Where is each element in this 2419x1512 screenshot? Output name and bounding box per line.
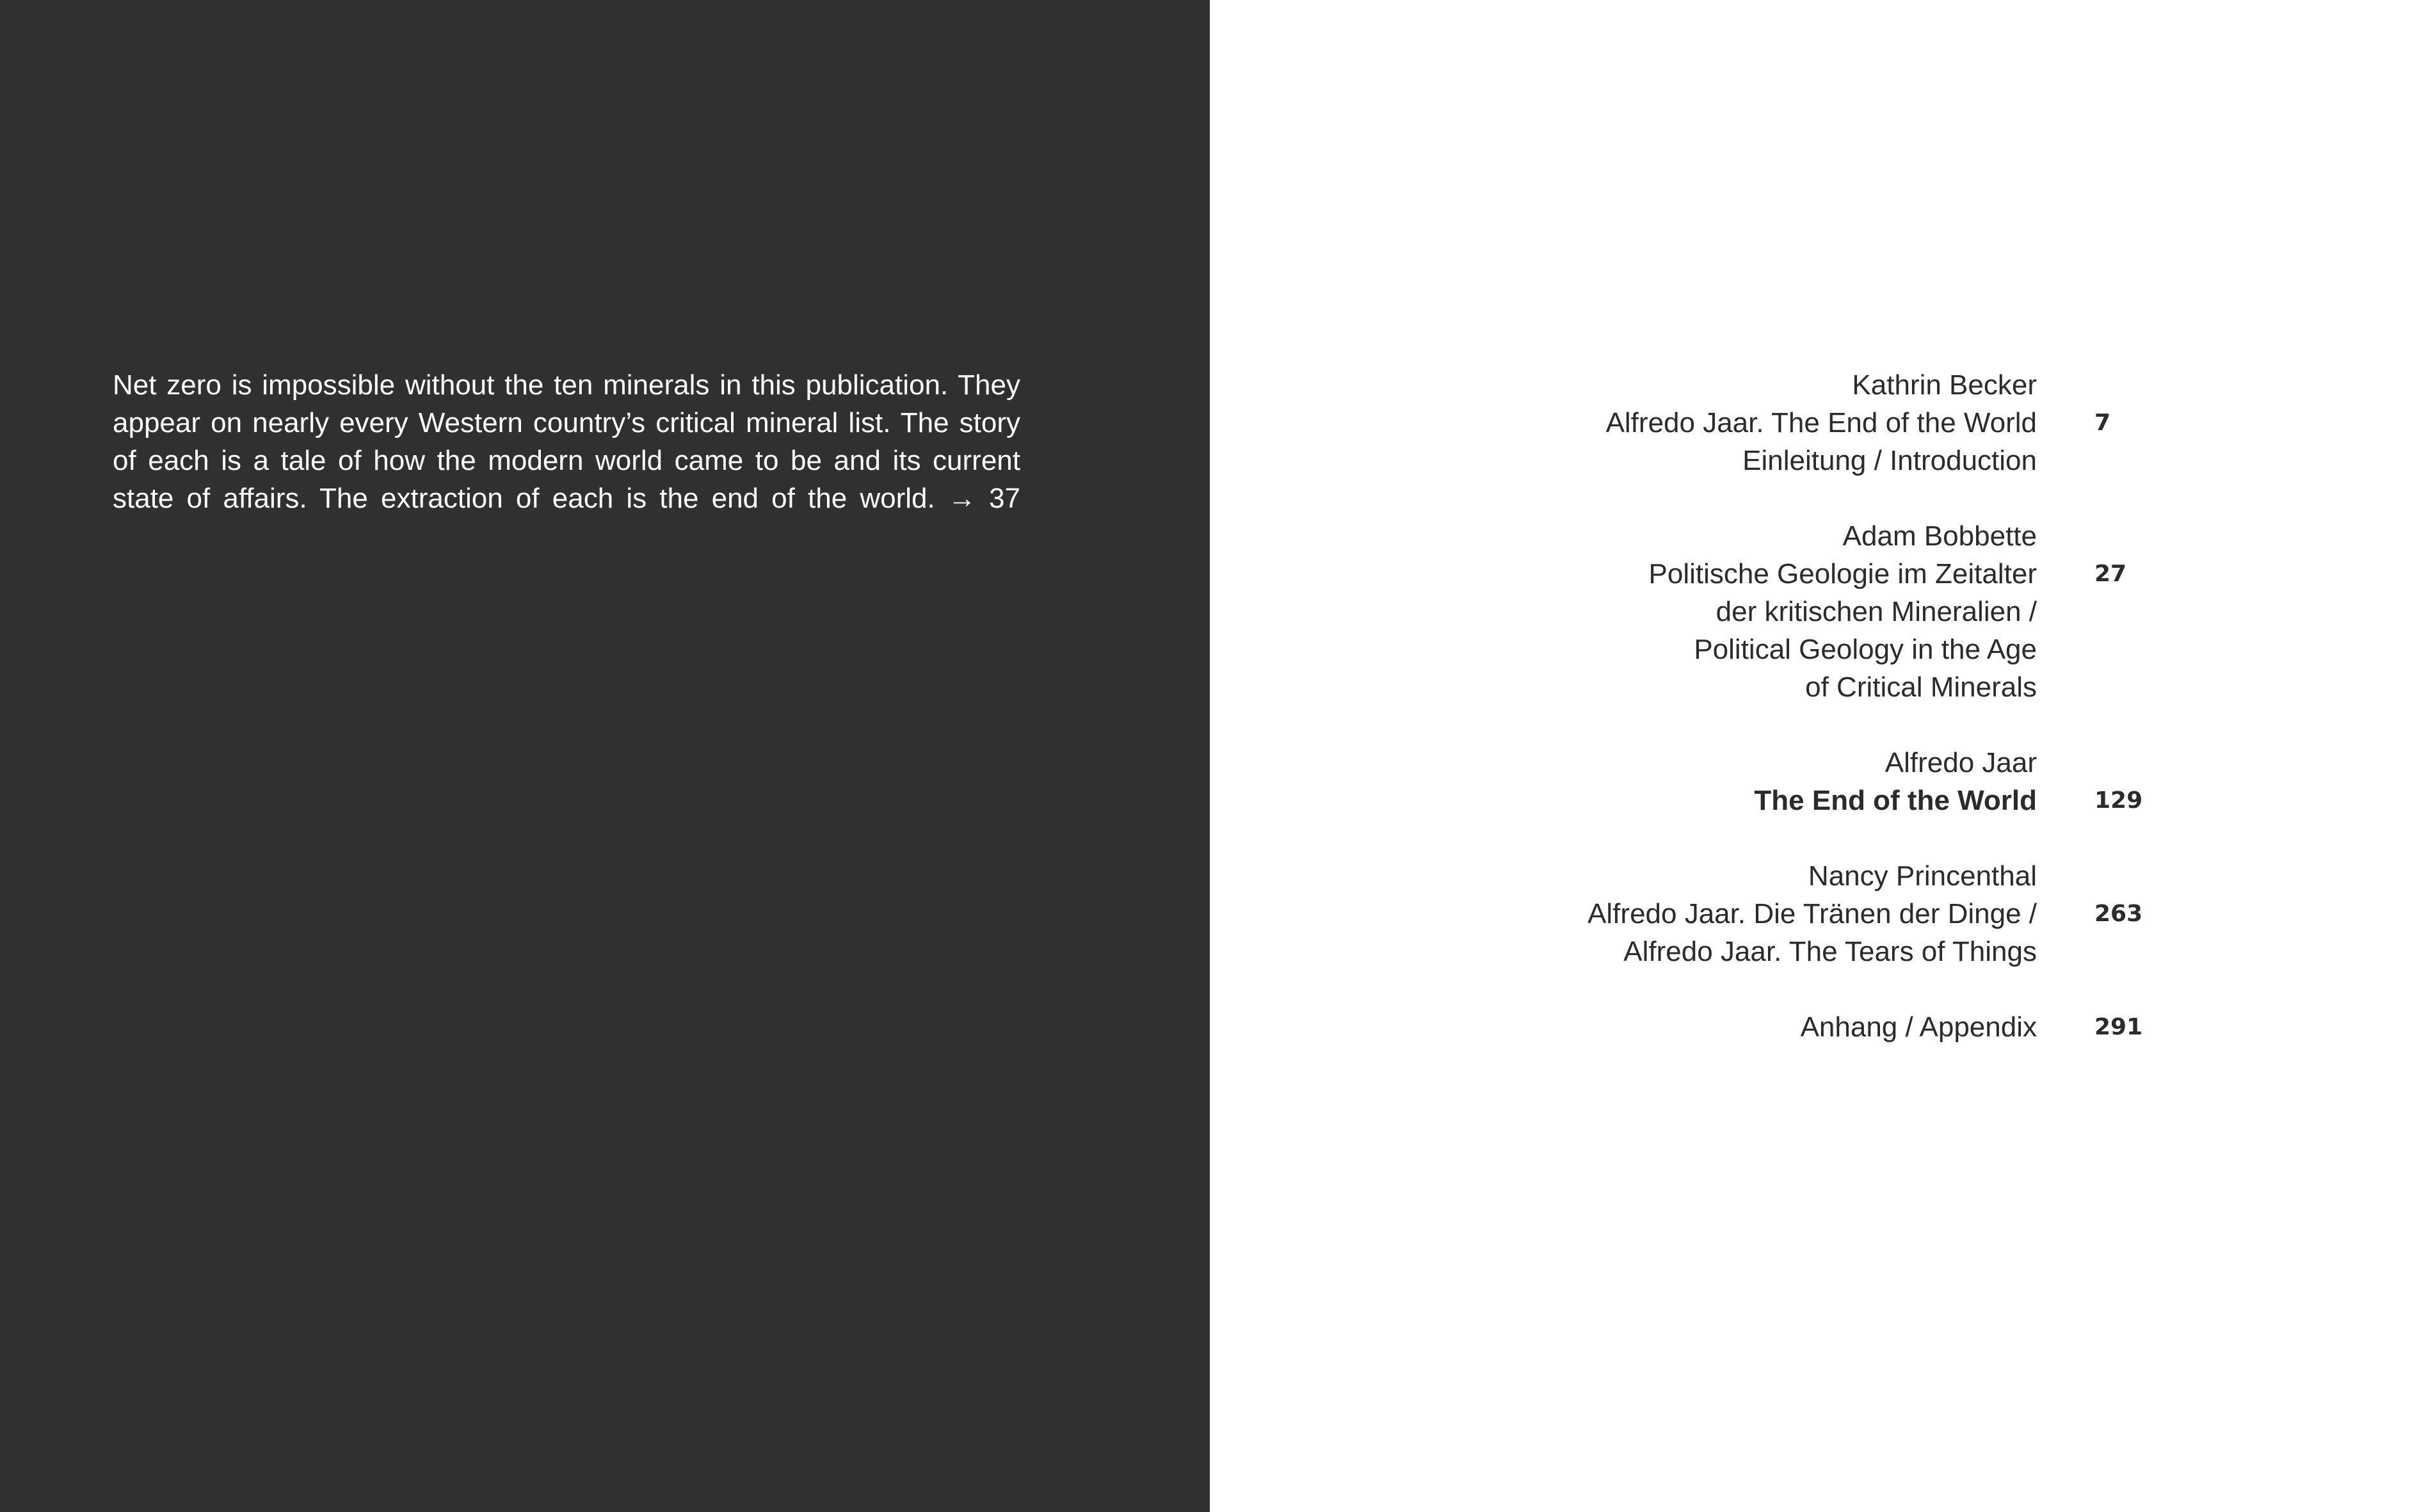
toc-entry-bobbette: [1210, 517, 2419, 706]
toc-title-line: of Critical Minerals: [1805, 672, 2037, 703]
table-of-contents: [1210, 366, 2419, 1084]
toc-page-number: 27: [2094, 561, 2127, 587]
toc-entry-text: [1210, 1008, 2037, 1046]
toc-title-line: Einleitung / Introduction: [1742, 445, 2037, 476]
right-page: [1210, 0, 2419, 1512]
toc-title-line: Alfredo Jaar. The Tears of Things: [1623, 936, 2037, 967]
toc-title-line: Anhang / Appendix: [1800, 1011, 2037, 1043]
toc-title-line: Political Geology in the Age: [1694, 634, 2037, 665]
toc-title-line: der kritischen Mineralien /: [1716, 596, 2037, 627]
intro-text: Net zero is impossible without the ten minerals in this publication. They appear on nearly every Western country’s critical mineral list. The story of each is a tale of how the modern world came to be and its current state of affairs. The extraction of each is the end of the world.: [113, 369, 1020, 514]
toc-title-line: Alfredo Jaar. The End of the World: [1605, 407, 2037, 438]
toc-title-line: Politische Geologie im Zeitalter: [1648, 558, 2037, 590]
toc-author: Alfredo Jaar: [1885, 747, 2037, 778]
toc-author: Adam Bobbette: [1842, 520, 2037, 552]
toc-entry-jaar: [1210, 744, 2419, 819]
toc-entry-becker: [1210, 366, 2419, 479]
toc-entry-text: [1210, 857, 2037, 970]
toc-page-number: 263: [2094, 901, 2143, 927]
toc-entry-text: [1210, 517, 2037, 706]
toc-title-line: The End of the World: [1754, 785, 2037, 816]
toc-author: Nancy Princenthal: [1808, 860, 2037, 892]
page-reference: → 37: [947, 483, 1020, 514]
toc-page-number: 129: [2094, 787, 2143, 814]
toc-author: Kathrin Becker: [1852, 369, 2037, 401]
toc-page-number: 291: [2094, 1014, 2143, 1040]
intro-paragraph: [113, 366, 1020, 517]
toc-entry-text: [1210, 744, 2037, 819]
toc-page-number: 7: [2094, 410, 2111, 436]
toc-title-line: Alfredo Jaar. Die Tränen der Dinge /: [1587, 898, 2037, 929]
toc-entry-princenthal: [1210, 857, 2419, 970]
toc-entry-appendix: [1210, 1008, 2419, 1046]
toc-entry-text: [1210, 366, 2037, 479]
